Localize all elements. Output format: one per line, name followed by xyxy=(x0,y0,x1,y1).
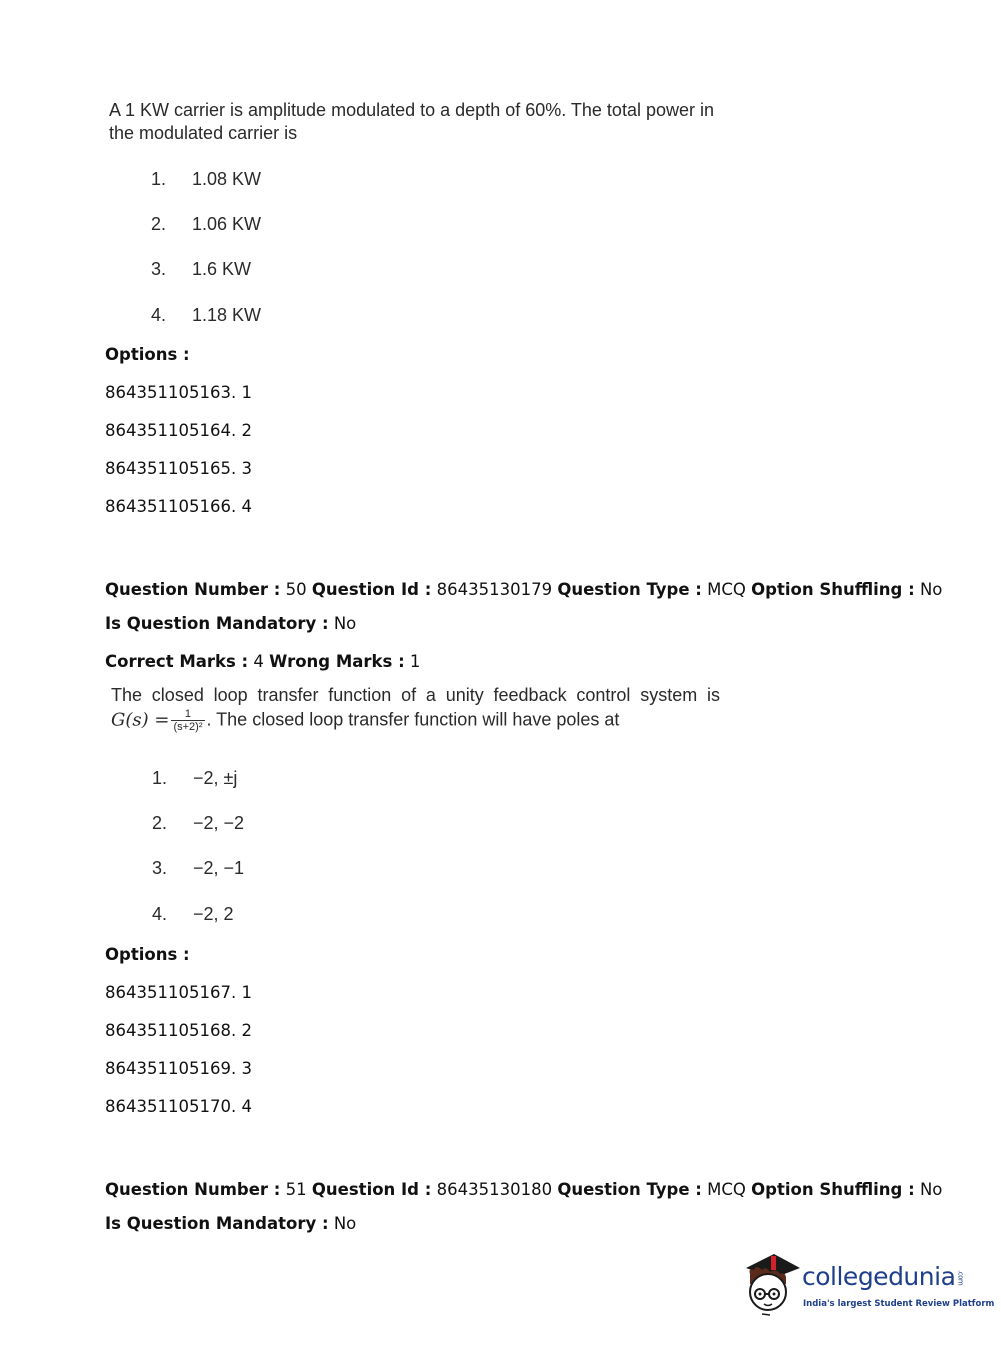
question-id: 86435130180 xyxy=(436,1180,553,1199)
meta-label: Question Type : xyxy=(557,580,702,599)
options-label: Options : xyxy=(105,945,190,964)
answer-choice xyxy=(151,305,351,329)
mascot-icon xyxy=(740,1248,802,1318)
choice-text: −2, ±j xyxy=(193,768,238,788)
choice-number: 3. xyxy=(152,858,168,878)
answer-choice xyxy=(151,259,351,283)
meta-label: Question Number : xyxy=(105,1180,281,1199)
mandatory-value: No xyxy=(333,1214,357,1233)
meta-label: Is Question Mandatory : xyxy=(105,1214,329,1233)
answer-choice xyxy=(152,904,352,928)
choice-text: −2, −1 xyxy=(193,858,245,878)
choice-number: 1. xyxy=(152,768,168,788)
option-id: 864351105168. 2 xyxy=(105,1021,252,1040)
logo-name: collegedunia xyxy=(802,1262,956,1291)
meta-label: Correct Marks : xyxy=(105,652,249,671)
correct-marks: 4 xyxy=(253,652,264,671)
option-id: 864351105170. 4 xyxy=(105,1097,252,1116)
option-id: 864351105165. 3 xyxy=(105,459,252,478)
question-text xyxy=(109,99,714,145)
question-type: MCQ xyxy=(707,1180,746,1199)
choice-text: 1.06 KW xyxy=(192,214,262,234)
choice-number: 2. xyxy=(151,214,167,234)
option-id: 864351105164. 2 xyxy=(105,421,252,440)
question-line: The closed loop transfer function of a unity feedback control system is xyxy=(111,685,720,705)
choice-text: −2, −2 xyxy=(193,813,245,833)
question-number: 50 xyxy=(285,580,307,599)
choice-text: 1.18 KW xyxy=(192,305,262,325)
logo-tagline: India's largest Student Review Platform xyxy=(803,1299,995,1309)
choice-number: 4. xyxy=(151,305,167,325)
answer-choice xyxy=(151,214,351,238)
option-shuffling: No xyxy=(919,580,943,599)
logo-wordmark xyxy=(802,1262,964,1291)
option-id: 864351105169. 3 xyxy=(105,1059,252,1078)
question-type: MCQ xyxy=(707,580,746,599)
meta-label: Option Shuffling : xyxy=(751,1180,915,1199)
meta-label: Option Shuffling : xyxy=(751,580,915,599)
meta-label: Question Id : xyxy=(311,580,432,599)
question-line: A 1 KW carrier is amplitude modulated to a depth of 60%. The total power in xyxy=(109,100,714,120)
question-number: 51 xyxy=(285,1180,307,1199)
meta-label: Is Question Mandatory : xyxy=(105,614,329,633)
question-meta xyxy=(105,1180,942,1199)
choice-number: 1. xyxy=(151,169,167,189)
wrong-marks: 1 xyxy=(409,652,421,671)
answer-choice xyxy=(151,169,351,193)
question-mandatory xyxy=(105,1214,356,1233)
question-marks xyxy=(105,652,420,671)
collegedunia-logo xyxy=(740,1248,995,1320)
answer-choice xyxy=(152,813,352,837)
meta-label: Question Type : xyxy=(557,1180,702,1199)
option-id: 864351105163. 1 xyxy=(105,383,252,402)
choice-number: 3. xyxy=(151,259,167,279)
meta-label: Question Id : xyxy=(311,1180,432,1199)
fraction-denominator: (s+2)² xyxy=(173,721,203,733)
logo-suffix: .com xyxy=(956,1270,965,1286)
choice-text: −2, 2 xyxy=(193,904,234,924)
question-line: the modulated carrier is xyxy=(109,123,298,143)
question-line xyxy=(111,708,619,733)
option-id: 864351105166. 4 xyxy=(105,497,252,516)
meta-label: Wrong Marks : xyxy=(269,652,405,671)
question-meta xyxy=(105,580,942,599)
question-id: 86435130179 xyxy=(436,580,553,599)
fraction-numerator: 1 xyxy=(171,708,204,721)
choice-text: 1.08 KW xyxy=(192,169,262,189)
formula-gs: G(s) = xyxy=(111,709,170,731)
choice-text: 1.6 KW xyxy=(192,259,252,279)
choice-number: 2. xyxy=(152,813,168,833)
option-shuffling: No xyxy=(919,1180,943,1199)
meta-label: Question Number : xyxy=(105,580,281,599)
choice-number: 4. xyxy=(152,904,168,924)
question-mandatory xyxy=(105,614,356,633)
question-line-rest: . The closed loop transfer function will have poles at xyxy=(206,709,620,730)
mandatory-value: No xyxy=(333,614,357,633)
answer-choice xyxy=(152,858,352,882)
formula-fraction xyxy=(171,708,204,733)
answer-choice xyxy=(152,768,352,792)
option-id: 864351105167. 1 xyxy=(105,983,252,1002)
options-label: Options : xyxy=(105,345,190,364)
